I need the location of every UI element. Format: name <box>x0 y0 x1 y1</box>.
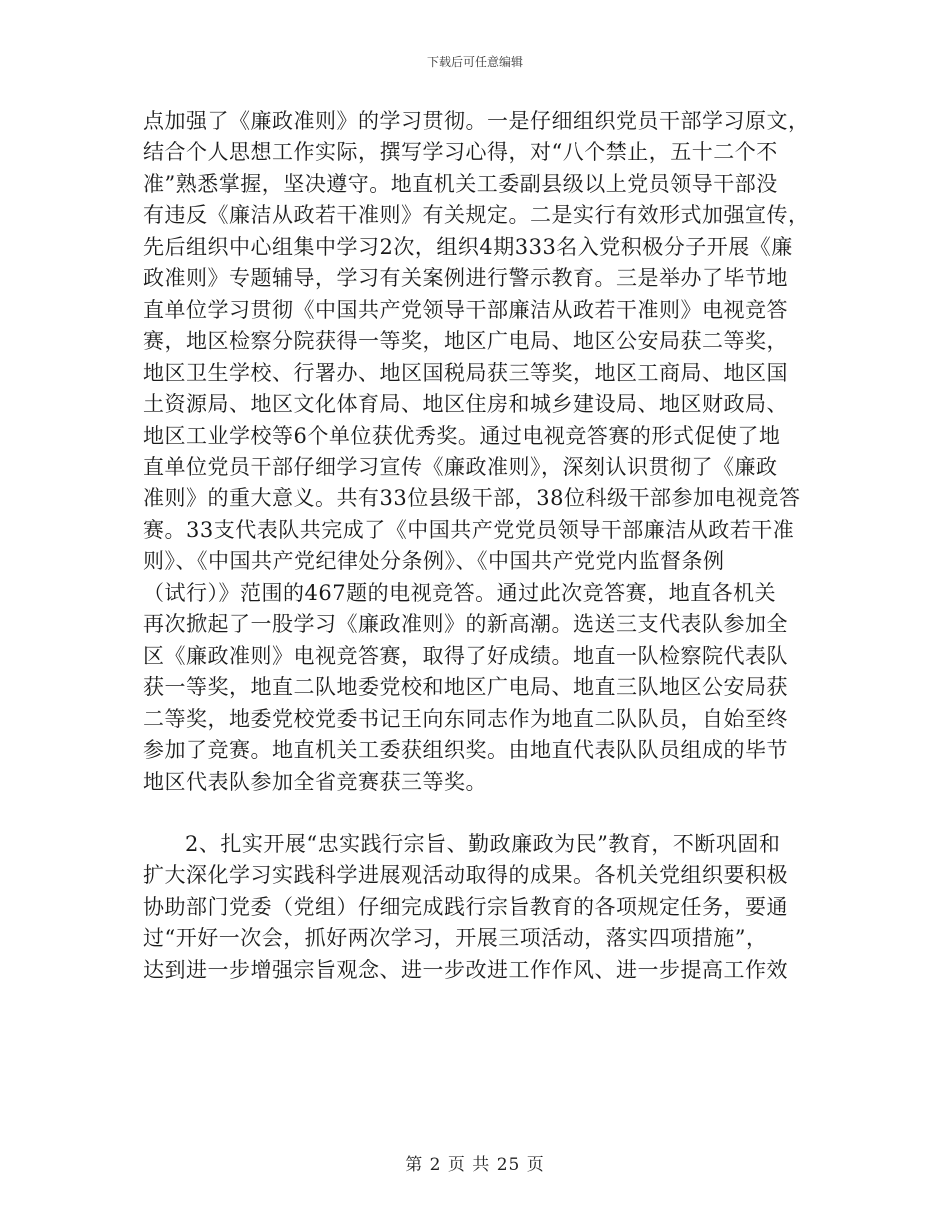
paragraph-1 <box>143 106 810 798</box>
text-line: 土资源局、地区文化体育局、地区住房和城乡建设局、地区财政局、 <box>143 392 788 417</box>
text-line: 准”熟悉掌握，坚决遵守。地直机关工委副县级以上党员领导干部没 <box>143 171 778 196</box>
text-line: 地区卫生学校、行署办、地区国税局获三等奖，地区工商局、地区国 <box>143 360 788 385</box>
text-line: 准则》的重大意义。共有33位县级干部，38位科级干部参加电视竞答 <box>143 486 801 511</box>
text-line: 结合个人思想工作实际，撰写学习心得，对“八个禁止，五十二个不 <box>143 140 778 165</box>
paragraph-2 <box>143 829 807 986</box>
text-line: 扩大深化学习实践科学进展观活动取得的成果。各机关党组织要积极 <box>143 863 788 888</box>
text-line: 直单位学习贯彻《中国共产党领导干部廉洁从政若干准则》电视竞答 <box>143 297 788 322</box>
text-line: 政准则》专题辅导，学习有关案例进行警示教育。三是举办了毕节地 <box>143 266 788 291</box>
page-number-footer: 第 2 页 共 25 页 <box>405 1155 545 1175</box>
text-line: 区《廉政准则》电视竞答赛，取得了好成绩。地直一队检察院代表队 <box>143 643 788 668</box>
text-line: 二等奖，地委党校党委书记王向东同志作为地直二队队员，自始至终 <box>143 706 788 731</box>
text-line: 参加了竞赛。地直机关工委获组织奖。由地直代表队队员组成的毕节 <box>143 738 788 763</box>
text-line: 地区代表队参加全省竞赛获三等奖。 <box>143 769 487 794</box>
text-line: 2、扎实开展“忠实践行宗旨、勤政廉政为民”教育，不断巩固和 <box>185 831 781 856</box>
text-line: 赛。33支代表队共完成了《中国共产党党员领导干部廉洁从政若干准 <box>143 517 795 542</box>
text-line: 则》、《中国共产党纪律处分条例》、《中国共产党党内监督条例 <box>143 549 725 574</box>
text-line: 赛，地区检察分院获得一等奖，地区广电局、地区公安局获二等奖， <box>143 329 788 354</box>
text-line: 协助部门党委（党组）仔细完成践行宗旨教育的各项规定任务，要通 <box>143 894 788 919</box>
text-line: 点加强了《廉政准则》的学习贯彻。一是仔细组织党员干部学习原文， <box>143 109 810 133</box>
text-line: 有违反《廉洁从政若干准则》有关规定。二是实行有效形式加强宣传， <box>143 203 810 228</box>
text-line: 直单位党员干部仔细学习宣传《廉政准则》，深刻认识贯彻了《廉政 <box>143 454 778 479</box>
page-header: 下载后可任意编辑 <box>426 55 523 69</box>
text-line: （试行）》范围的467题的电视竞答。通过此次竞答赛，地直各机关 <box>143 580 777 605</box>
text-line: 先后组织中心组集中学习2次，组织4期333名入党积极分子开展《廉 <box>143 234 793 259</box>
text-line: 达到进一步增强宗旨观念、进一步改进工作作风、进一步提高工作效 <box>143 957 788 982</box>
text-line: 获一等奖，地直二队地委党校和地区广电局、地直三队地区公安局获 <box>143 675 788 700</box>
document-body <box>143 106 810 986</box>
text-line: 地区工业学校等6个单位获优秀奖。通过电视竞答赛的形式促使了地 <box>143 423 781 448</box>
text-line: 过“开好一次会，抓好两次学习，开展三项活动，落实四项措施”， <box>143 926 768 951</box>
text-line: 再次掀起了一股学习《廉政准则》的新高潮。选送三支代表队参加全 <box>143 612 788 637</box>
paragraph-spacer <box>143 798 807 829</box>
